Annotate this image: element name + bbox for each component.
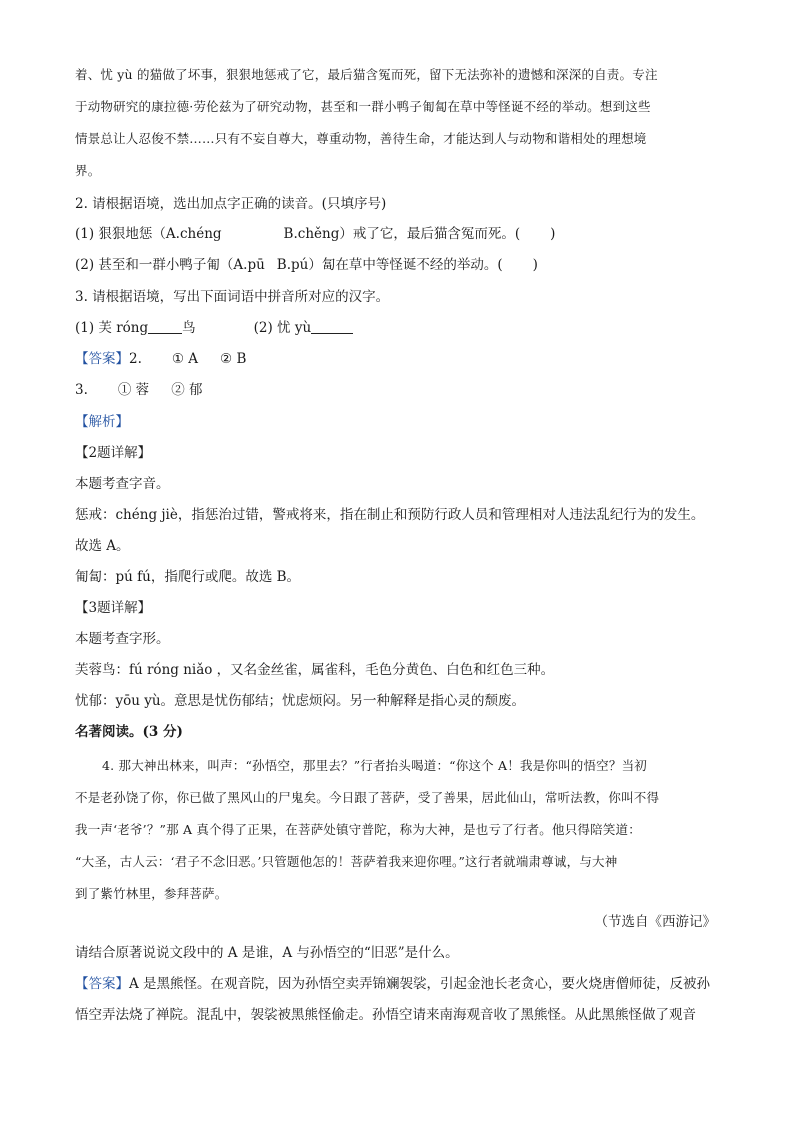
answer-number: 3.: [75, 382, 88, 398]
section-answer-line-1: [75, 975, 710, 993]
question-3-stem: 3. 请根据语境，写出下面词语中拼音所对应的汉字。: [75, 289, 390, 305]
answer-label: 【答案】: [75, 351, 129, 367]
item-text: (1) 芙 róng: [75, 320, 149, 336]
question-2-item-2: [75, 256, 538, 274]
analysis-heading: 【2题详解】: [75, 445, 152, 461]
answer-number: 2.: [129, 351, 142, 367]
question-2-item-1: [75, 225, 555, 243]
analysis-heading: 【3题详解】: [75, 600, 152, 616]
analysis-text: 本题考查字音。: [75, 476, 170, 492]
analysis-text: 本题考查字形。: [75, 631, 170, 647]
passage-line: 4. 那大神出林来，叫声：“孙悟空，那里去？”行者抬头喝道：“你这个 A！我是你叫的悟空？当初: [102, 758, 647, 773]
answer-line-1: [75, 350, 246, 368]
answer-blank: [311, 319, 353, 334]
item-text: ): [550, 226, 556, 242]
item-text: (1) 狠狠地惩（A.chéng: [75, 226, 222, 242]
answer-choice: ① A: [171, 351, 199, 367]
item-text: (2) 忧 yù: [253, 320, 312, 336]
answer-blank: [148, 319, 182, 334]
passage-line: 情景总让人忍俊不禁……只有不妄自尊大，尊重动物，善待生命，才能达到人与动物和谐相处的理想境: [75, 131, 647, 146]
passage-line: “大圣，古人云：‘君子不念旧恶。’只管题他怎的！菩萨着我来迎你哩。”这行者就端肃尊诚，与大神: [75, 854, 618, 869]
question-2-stem: 2. 请根据语境，选出加点字正确的读音。(只填序号): [75, 196, 387, 212]
section-answer-line-2: 悟空弄法烧了禅院。混乱中，袈裟被黑熊怪偷走。孙悟空请来南海观音收了黑熊怪。从此黑熊怪做了观音: [75, 1007, 696, 1023]
item-text: 鸟: [182, 320, 196, 336]
item-text: (2) 甚至和一群小鸭子匍（A.pū: [75, 257, 265, 273]
passage-line: 于动物研究的康拉德·劳伦兹为了研究动物，甚至和一群小鸭子匍匐在草中等怪诞不经的举动。想到这些: [75, 99, 651, 114]
answer-text: A 是黑熊怪。在观音院，因为孙悟空卖弄锦斓袈裟，引起金池长老贪心，要火烧唐僧师徒，反被孙: [129, 976, 711, 992]
answer-choice: ② 郁: [171, 382, 203, 398]
analysis-text: 忧郁：yōu yù。意思是忧伤郁结；忧虑烦闷。另一种解释是指心灵的颓废。: [75, 693, 526, 709]
passage-line: 到了紫竹林里，参拜菩萨。: [75, 886, 228, 901]
answer-choice: ② B: [220, 351, 247, 367]
section-question: 请结合原著说说文段中的 A 是谁，A 与孙悟空的“旧恶”是什么。: [75, 945, 459, 961]
answer-line-2: [75, 381, 202, 399]
analysis-text: 故选 A。: [75, 538, 130, 554]
passage-line: 我一声‘老爷’？”那 A 真个得了正果，在菩萨处镇守普陀，称为大神，是也亏了行者。他只得陪笑道：: [75, 822, 641, 837]
item-text: B.chěng）戒了它，最后猫含冤而死。(: [283, 226, 521, 242]
analysis-text: 匍匐：pú fú，指爬行或爬。故选 B。: [75, 569, 301, 585]
section-title: 名著阅读。(3 分): [75, 724, 183, 740]
analysis-text: 惩戒：chéng jiè，指惩治过错，警戒将来，指在制止和预防行政人员和管理相对人违法乱纪行为的发生。: [75, 507, 705, 523]
analysis-label: 【解析】: [75, 414, 129, 430]
question-3-items: [75, 319, 353, 337]
answer-label: 【答案】: [75, 976, 129, 992]
passage-source: （节选自《西游记》: [594, 914, 716, 930]
passage-line: 不是老孙饶了你，你已做了黑风山的尸鬼矣。今日跟了菩萨，受了善果，居此仙山，常听法教，你叫不得: [75, 790, 660, 805]
passage-line: 着、忧 yù 的猫做了坏事，狠狠地惩戒了它，最后猫含冤而死，留下无法弥补的遗憾和深深的自责。专注: [75, 67, 658, 82]
item-text: B.pú）匐在草中等怪诞不经的举动。(: [276, 257, 503, 273]
analysis-text: 芙蓉鸟：fú róng niǎo ，又名金丝雀，属雀科，毛色分黄色、白色和红色三种。: [75, 662, 555, 678]
passage-line: 界。: [75, 163, 101, 178]
item-text: ): [532, 257, 538, 273]
answer-choice: ① 蓉: [117, 382, 150, 398]
